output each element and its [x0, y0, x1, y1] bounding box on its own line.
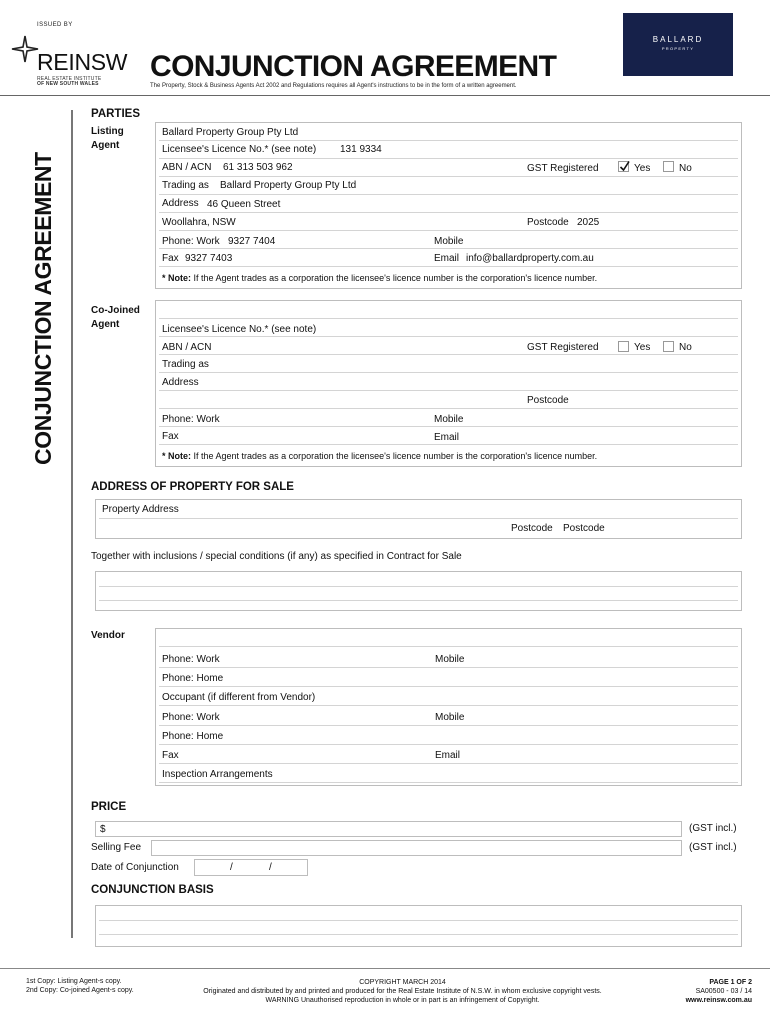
cojoined-gst-no-label: No [679, 342, 692, 353]
cojoined-email-label: Email [434, 432, 460, 443]
vendor-phone-work-label: Phone: Work [162, 654, 220, 665]
listing-abn-field[interactable]: 61 313 503 962 [223, 162, 293, 173]
vendor-mobile-label: Mobile [435, 654, 465, 665]
vendor-phone-home-label: Phone: Home [162, 673, 224, 684]
conjunction-basis-heading: CONJUNCTION BASIS [91, 884, 214, 896]
listing-gst-no-checkbox[interactable] [663, 161, 674, 172]
listing-gst-yes-checkbox[interactable] [618, 161, 629, 172]
listing-suburb-field[interactable]: Woollahra, NSW [162, 217, 236, 228]
cojoined-agent-label: Co-Joined Agent [91, 305, 140, 330]
cojoined-note: * Note: If the Agent trades as a corporation the licensee's licence number is the corporation's licence number. [162, 451, 598, 461]
property-address-label: Property Address [102, 504, 179, 515]
occupant-phone-work-label: Phone: Work [162, 712, 220, 723]
selling-fee-label: Selling Fee [91, 842, 142, 853]
listing-postcode-label: Postcode [527, 217, 569, 228]
listing-licence-label: Licensee's Licence No.* (see note) [162, 144, 317, 155]
occupant-phone-home-label: Phone: Home [162, 731, 224, 742]
listing-address-field[interactable]: 46 Queen Street [207, 199, 281, 210]
listing-mobile-label: Mobile [434, 236, 464, 247]
cojoined-phone-label: Phone: Work [162, 414, 220, 425]
vendor-label: Vendor [91, 630, 125, 641]
listing-licence-field[interactable]: 131 9334 [340, 144, 382, 155]
cojoined-trading-label: Trading as [162, 359, 209, 370]
cojoined-abn-label: ABN / ACN [162, 342, 212, 353]
reinsw-logo-icon [10, 34, 40, 64]
occupant-label: Occupant (if different from Vendor) [162, 692, 316, 703]
conjunction-basis-box[interactable] [95, 905, 742, 947]
dollar-sign: $ [100, 824, 106, 835]
price-gst-label: (GST incl.) [689, 823, 737, 834]
listing-gst-yes-label: Yes [634, 163, 651, 174]
occupant-mobile-label: Mobile [435, 712, 465, 723]
side-title: CONJUNCTION AGREEMENT [30, 152, 56, 465]
price-heading: PRICE [91, 801, 127, 813]
listing-email-field[interactable]: info@ballardproperty.com.au [466, 253, 594, 264]
header-divider [0, 95, 770, 96]
cojoined-gst-label: GST Registered [527, 342, 599, 353]
checkmark-icon [619, 161, 630, 172]
vendor-fax-label: Fax [162, 750, 179, 761]
footer-page-info: PAGE 1 OF 2 SA00500 - 03 / 14 www.reinsw.com.au [685, 979, 752, 1004]
listing-trading-field[interactable]: Ballard Property Group Pty Ltd [220, 180, 357, 191]
listing-abn-label: ABN / ACN [162, 162, 212, 173]
inclusions-box[interactable] [95, 571, 742, 611]
listing-agent-label: Listing Agent [91, 126, 124, 151]
listing-email-label: Email [434, 253, 460, 264]
listing-gst-no-label: No [679, 163, 692, 174]
cojoined-mobile-label: Mobile [434, 414, 464, 425]
listing-phone-field[interactable]: 9327 7404 [228, 236, 276, 247]
footer-copyright: COPYRIGHT MARCH 2014 Originated and distributed by and printed and produced for the Real Estate Institute of N.S.W. in whom exclusive copyright vests. WARNING Unauthorised reproduction in whole or in part is an infringement of Copyright. [203, 979, 602, 1004]
selling-fee-input[interactable] [151, 840, 682, 856]
listing-fax-field[interactable]: 9327 7403 [185, 253, 233, 264]
listing-company-name[interactable]: Ballard Property Group Pty Ltd [162, 127, 299, 138]
listing-trading-label: Trading as [162, 180, 209, 191]
cojoined-fax-label: Fax [162, 431, 179, 442]
footer-divider [0, 968, 770, 969]
vendor-email-label: Email [435, 750, 461, 761]
cojoined-postcode-label: Postcode [527, 395, 569, 406]
side-divider [71, 110, 73, 938]
page-subtitle: The Property, Stock & Business Agents Act 2002 and Regulations requires all Agent's instructions to be in the form of a written agreement. [150, 83, 517, 89]
price-input[interactable] [95, 821, 682, 837]
cojoined-address-label: Address [162, 377, 199, 388]
page-title: CONJUNCTION AGREEMENT [150, 50, 557, 83]
cojoined-gst-yes-checkbox[interactable] [618, 341, 629, 352]
listing-postcode-field[interactable]: 2025 [577, 217, 600, 228]
cojoined-gst-yes-label: Yes [634, 342, 651, 353]
parties-heading: PARTIES [91, 108, 140, 120]
listing-fax-label: Fax [162, 253, 179, 264]
property-postcode-field[interactable]: Postcode [563, 523, 605, 534]
agency-brand-logo: BALLARD PROPERTY [623, 13, 733, 76]
vendor-box [155, 628, 742, 786]
listing-note: * Note: If the Agent trades as a corporation the licensee's licence number is the corporation's licence number. [162, 273, 598, 283]
listing-phone-label: Phone: Work [162, 236, 220, 247]
date-of-conjunction-input[interactable]: / / [194, 859, 308, 876]
property-heading: ADDRESS OF PROPERTY FOR SALE [91, 481, 294, 493]
listing-address-label: Address [162, 198, 199, 209]
selling-fee-gst-label: (GST incl.) [689, 842, 737, 853]
cojoined-gst-no-checkbox[interactable] [663, 341, 674, 352]
footer-copies: 1st Copy: Listing Agent-s copy. 2nd Copy: Co-joined Agent-s copy. [26, 978, 134, 994]
listing-agent-box [155, 122, 742, 289]
reinsw-logo-subtitle: REAL ESTATE INSTITUTE OF NEW SOUTH WALES [37, 76, 102, 87]
reinsw-logo-text: REINSW [37, 49, 128, 75]
issued-by-label: ISSUED BY [37, 22, 73, 28]
property-address-box[interactable] [95, 499, 742, 539]
cojoined-licence-label: Licensee's Licence No.* (see note) [162, 324, 317, 335]
property-postcode-label: Postcode [511, 523, 553, 534]
inclusions-text: Together with inclusions / special conditions (if any) as specified in Contract for Sale [91, 551, 462, 562]
cojoined-agent-box [155, 300, 742, 467]
inspection-arrangements-label: Inspection Arrangements [162, 769, 273, 780]
listing-gst-label: GST Registered [527, 163, 599, 174]
date-of-conjunction-label: Date of Conjunction [91, 862, 179, 873]
